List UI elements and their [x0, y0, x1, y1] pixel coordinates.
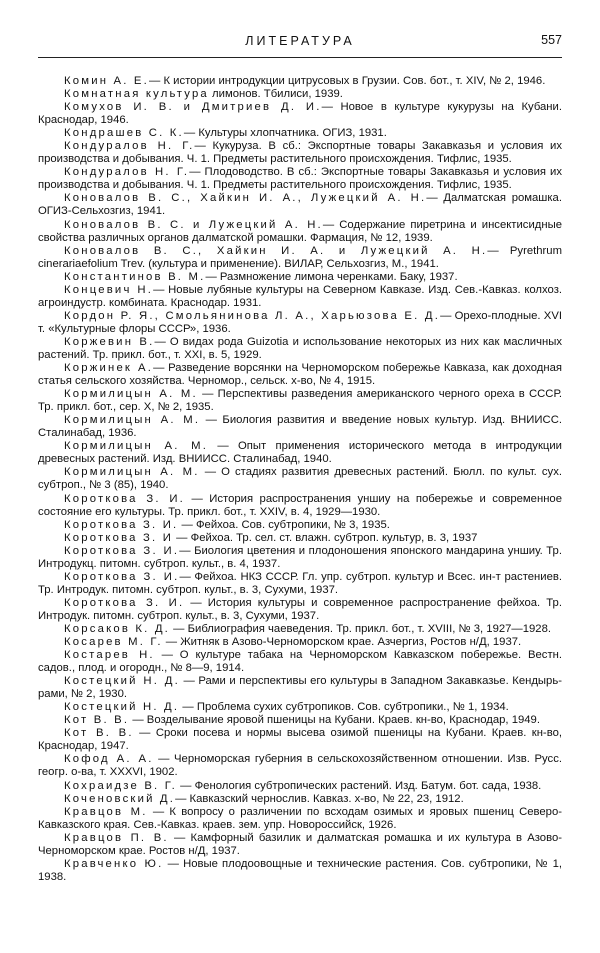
bibliography-entry — [38, 753, 562, 779]
bibliography-entry — [38, 649, 562, 675]
entry-author: Кондуралов Н. Г. — [64, 166, 190, 179]
bibliography-entry — [38, 545, 562, 571]
bibliography-list — [38, 75, 562, 884]
entry-text: — Содержание пиретрина и инсектисидные свойства различных органов далматской ромашки. Фармация, № 12, 1939. — [38, 218, 562, 244]
bibliography-entry — [38, 597, 562, 623]
entry-text: — Опыт применения исторического метода в интродукции древесных растений. Изд. ВНИИСС. Сталинабад, 1940. — [38, 440, 562, 466]
entry-text: — Культуры хлопчатника. ОГИЗ, 1931. — [183, 127, 387, 140]
entry-author: Кохраидзе В. Г. — [64, 779, 178, 792]
entry-author: Коржевин В. — [64, 335, 155, 348]
bibliography-entry — [38, 532, 562, 545]
entry-text: — Новое в культуре кукурузы на Кубани. Краснодар, 1946. — [38, 101, 562, 127]
entry-text: — Возделывание яровой пшеницы на Кубани. Краев. кн-во, Краснодар, 1949. — [129, 714, 540, 727]
entry-author: Короткова З. И. — [64, 544, 180, 557]
entry-author: Кофод А. А. — [64, 753, 154, 766]
entry-text: — Рами и перспективы его культуры в Западном Закавказье. Кендырь-рами, № 2, 1930. — [38, 675, 562, 701]
bibliography-entry — [38, 571, 562, 597]
entry-text: — Орехо-плодные. XVI т. «Культурные флоры СССР», 1936. — [38, 309, 562, 335]
entry-author: Кравцов М. — [64, 805, 148, 818]
bibliography-entry — [38, 858, 562, 884]
entry-author: Комин А. Е. — [64, 75, 150, 87]
bibliography-entry — [38, 140, 562, 166]
entry-text: — Разведение ворсянки на Черноморском побережье Кавказа, как доходная статья сельского хозяйства. Черномор., сельск. х-во, № 4, 1915. — [38, 362, 562, 388]
entry-text: — О культуре табака на Черноморском Кавказском побережье. Вестн. садов., плод. и огородн., № 8—9, 1914. — [38, 649, 563, 675]
bibliography-entry — [38, 832, 562, 858]
header-rule — [38, 57, 562, 58]
bibliography-entry — [38, 701, 562, 714]
entry-author: Костецкий Н. Д. — [64, 675, 180, 688]
bibliography-entry — [38, 310, 562, 336]
entry-author: Костарев Н. — [64, 649, 155, 662]
bibliography-entry — [38, 245, 562, 271]
entry-text: — Плодоводство. В сб.: Экспортные товары Закавказья и условия их производства и добывания. Ч. 1. Предметы растительного происхождения. Тифлис, 1935. — [38, 166, 562, 192]
entry-text: — Pyrethrum cinerariaefolium Trev. (культура и применение). ВИЛАР, Сельхозгиз, М., 1941. — [38, 244, 563, 270]
bibliography-entry — [38, 675, 562, 701]
entry-author: Короткова З. И. — [64, 570, 180, 583]
entry-author: Кондрашев С. К. — [64, 127, 184, 140]
bibliography-entry — [38, 727, 562, 753]
bibliography-entry — [38, 519, 562, 532]
bibliography-entry — [38, 466, 562, 492]
bibliography-entry — [38, 166, 562, 192]
page-header — [38, 30, 562, 52]
entry-author: Концевич Н. — [64, 283, 154, 296]
entry-text: — Черноморская губерния в сельскохозяйственном отношении. Изв. Русс. геогр. о-ва, т. XXXVI, 1902. — [38, 753, 562, 779]
bibliography-entry — [38, 806, 562, 832]
entry-author: Кормилицын А. М. — [64, 388, 198, 401]
entry-text: — Биология цветения и плодоношения японского мандарина уншиу. Тр. Интродукц. питомн. субтроп. культ., в. 4, 1937. — [38, 544, 562, 570]
bibliography-entry — [38, 219, 562, 245]
entry-text: — Сроки посева и нормы высева озимой пшеницы на Кубани. Краев. кн-во, Краснодар, 1947. — [38, 727, 562, 753]
entry-text: — Камфорный базилик и далматская ромашка и их культура в Азово-Черноморском крае. Ростов н/Д, 1937. — [38, 831, 562, 857]
entry-text: — Проблема сухих субтропиков. Сов. субтропики., № 1, 1934. — [179, 701, 509, 714]
entry-text: — Далматская ромашка. ОГИЗ-Сельхозгиз, 1941. — [38, 192, 562, 218]
entry-author: Комухов И. В. и Дмитриев Д. И. — [64, 101, 322, 114]
bibliography-entry — [38, 88, 562, 101]
bibliography-entry — [38, 623, 562, 636]
entry-author: Кормилицын А. М. — [64, 414, 201, 427]
entry-author: Короткова З. И. — [64, 518, 179, 531]
entry-author: Кравцов П. В. — [64, 831, 169, 844]
entry-author: Коченовский Д. — [64, 792, 176, 805]
entry-author: Коновалов В. С., Хайкин И. А., Лужецкий А. Н. — [64, 192, 427, 205]
entry-text: лимонов. Тбилиси, 1939. — [208, 88, 343, 101]
entry-text: — Биология развития и введение новых культур. Изд. ВНИИСС. Сталинабад, 1936. — [38, 414, 562, 440]
entry-author: Кордон Р. Я., Смольянинова Л. А., Харьюзова Е. Д. — [64, 309, 441, 322]
entry-author: Корсаков К. Д. — [64, 622, 171, 635]
entry-text: — Фейхоа. НКЗ СССР. Гл. упр. субтроп. культур и Всес. ин-т растениев. Тр. Интродук. питомн. субтроп. культ., в. 3, Сухуми, 1937. — [38, 570, 562, 596]
entry-author: Коновалов В. С., Хайкин И. А. и Лужецкий А. Н. — [64, 244, 488, 257]
entry-author: Константинов В. М. — [64, 270, 206, 283]
entry-author: Кормилицын А. М. — [64, 466, 200, 479]
bibliography-entry — [38, 793, 562, 806]
bibliography-entry — [38, 192, 562, 218]
entry-author: Короткова З. И. — [64, 492, 186, 505]
entry-text: — Новые плодоовощные и технические растения. Сов. субтропики, № 1, 1938. — [38, 857, 562, 883]
bibliography-entry — [38, 75, 562, 88]
bibliography-entry — [38, 271, 562, 284]
bibliography-entry — [38, 388, 562, 414]
entry-text: — К вопросу о различении по всходам озимых и яровых пшениц Северо-Кавказского края. Сев.-Кавказ. краев. зем. упр. Новороссийск, 1926. — [38, 805, 562, 831]
entry-text: — Размножение лимона черенками. Баку, 1937. — [205, 270, 458, 283]
entry-author: Коржинек А. — [64, 362, 154, 375]
running-title: ЛИТЕРАТУРА — [245, 34, 355, 48]
bibliography-entry — [38, 780, 562, 793]
entry-text: — Новые лубяные культуры на Северном Кавказе. Изд. Сев.-Кавказ. колхоз. агроиндустр. комбината. Краснодар. 1931. — [38, 283, 563, 309]
entry-author: Кравченко Ю. — [64, 857, 164, 870]
entry-author: Кот В. В. — [64, 714, 130, 727]
bibliography-entry — [38, 414, 562, 440]
entry-text: — О видах рода Guizotia и использование некоторых из них как масличных растений. Тр. прикл. бот., т. XXI, в. 5, 1929. — [38, 335, 562, 361]
entry-author: Костецкий Н. Д. — [64, 701, 180, 714]
entry-text: — Кавказский чернослив. Кавказ. х-во, № 22, 23, 1912. — [175, 792, 464, 805]
entry-text: — Библиография чаеведения. Тр. прикл. бот., т. XVIII, № 3, 1927—1928. — [170, 622, 551, 635]
bibliography-entry — [38, 127, 562, 140]
entry-author: Кондуралов Н. Г. — [64, 140, 195, 153]
bibliography-entry — [38, 440, 562, 466]
page-number: 557 — [541, 33, 562, 47]
entry-author: Комнатная культура — [64, 88, 209, 101]
entry-text: — О стадиях развития древесных растений. Бюлл. по культ. сух. субтроп., № 3 (85), 1940. — [38, 466, 562, 492]
bibliography-entry — [38, 714, 562, 727]
entry-text: — Кукуруза. В сб.: Экспортные товары Закавказья и условия их производства и добывания. Ч. 1. Предметы растительного происхождения. Тифлис, 1935. — [38, 140, 562, 166]
entry-text: — Перспективы разведения американского черного ореха в СССР. Тр. прикл. бот., сер. X, № 2, 1935. — [38, 388, 563, 414]
entry-text: — Фенология субтропических растений. Изд. Батум. бот. сада, 1938. — [177, 779, 542, 792]
entry-author: Косарев М. Г. — [64, 636, 163, 649]
bibliography-entry — [38, 493, 562, 519]
entry-text: — История культуры и современное распространение фейхоа. Тр. Интродук. питомн. субтроп. культ., в. 3, Сухуми, 1937. — [38, 596, 562, 622]
entry-text: — История распространения уншиу на побережье и современное состояние его культуры. Тр. прикл. бот., т. XXIV, в. 4, 1929—1930. — [38, 492, 562, 518]
bibliography-entry — [38, 336, 562, 362]
entry-author: Короткова З. И. — [64, 596, 185, 609]
entry-text: — Житняк в Азово-Черноморском крае. Азчергиз, Ростов н/Д, 1937. — [162, 636, 522, 649]
entry-author: Короткова З. И — [64, 531, 174, 544]
bibliography-entry — [38, 636, 562, 649]
entry-text: — Фейхоа. Сов. субтропики, № 3, 1935. — [178, 518, 390, 531]
entry-author: Кот В. В. — [64, 727, 134, 740]
bibliography-entry — [38, 284, 562, 310]
entry-text: — К истории интродукции цитрусовых в Грузии. Сов. бот., т. XIV, № 2, 1946. — [149, 75, 546, 87]
entry-author: Коновалов В. С. и Лужецкий А. Н. — [64, 218, 323, 231]
entry-author: Кормилицын А. М. — [64, 440, 209, 453]
bibliography-entry — [38, 362, 562, 388]
bibliography-entry — [38, 101, 562, 127]
entry-text: — Фейхоа. Тр. сел. ст. влажн. субтроп. культур, в. 3, 1937 — [173, 531, 478, 544]
